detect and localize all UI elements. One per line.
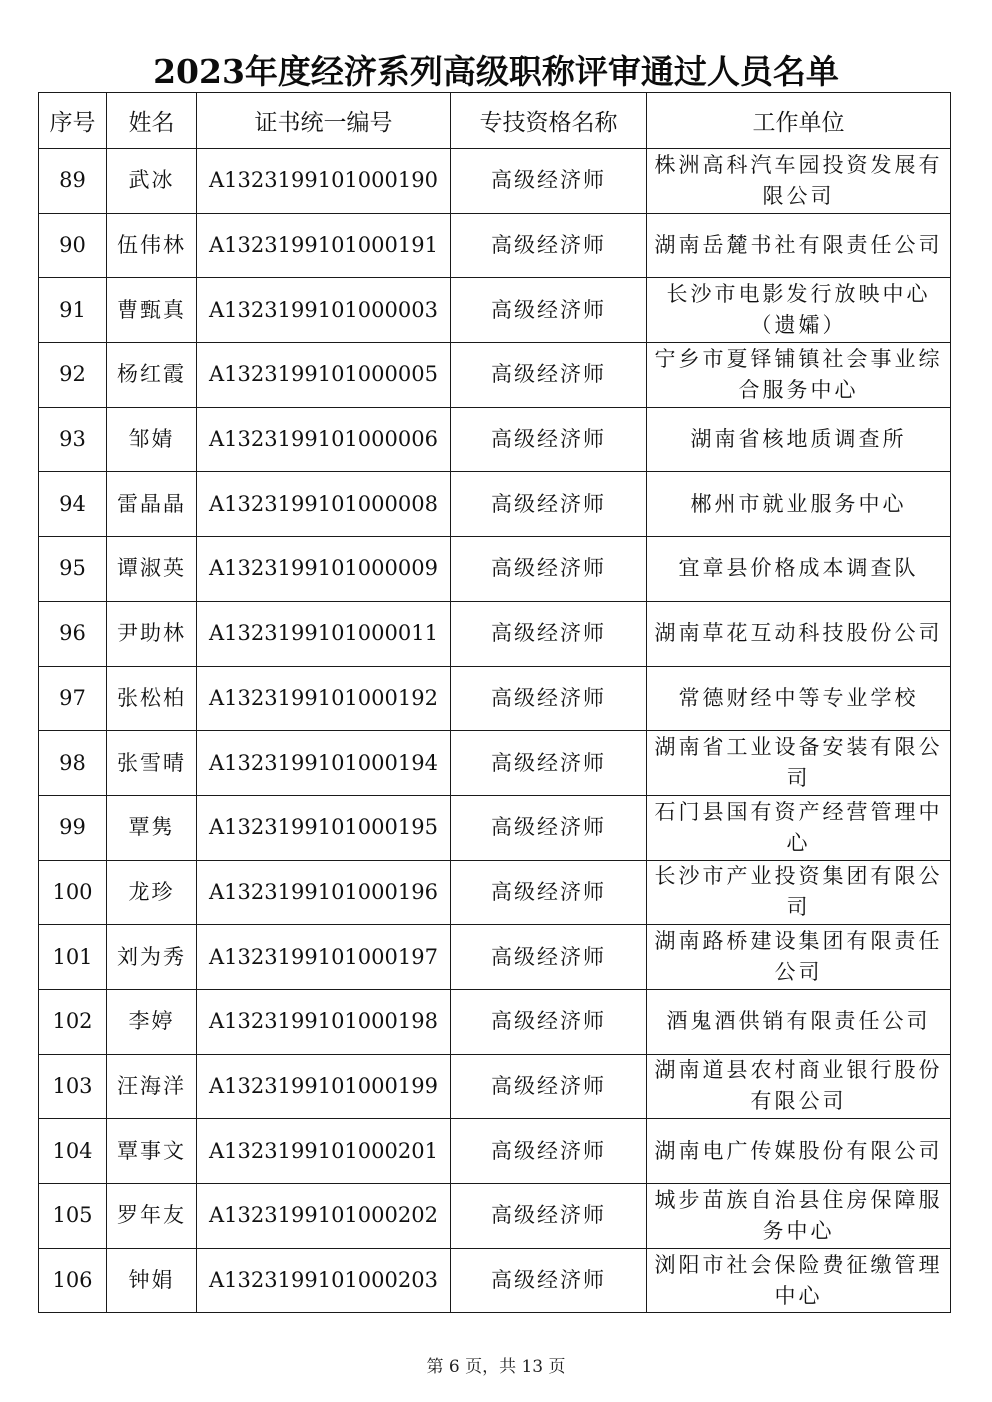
cert-number-cell: A1323199101000003	[197, 278, 451, 343]
work-unit-cell: 宜章县价格成本调查队	[647, 537, 951, 602]
cert-number-cell: A1323199101000005	[197, 343, 451, 408]
work-unit-cell: 常德财经中等专业学校	[647, 666, 951, 731]
table-row	[39, 343, 951, 408]
name-cell: 武冰	[107, 149, 197, 214]
table-row	[39, 537, 951, 602]
name-cell: 钟娟	[107, 1248, 197, 1313]
seq-cell: 104	[39, 1119, 107, 1184]
name-cell: 龙珍	[107, 860, 197, 925]
table-row	[39, 666, 951, 731]
name-cell: 刘为秀	[107, 925, 197, 990]
table-row	[39, 1248, 951, 1313]
seq-cell: 89	[39, 149, 107, 214]
work-unit-cell: 酒鬼酒供销有限责任公司	[647, 989, 951, 1054]
name-cell: 张松柏	[107, 666, 197, 731]
seq-cell: 94	[39, 472, 107, 537]
qualification-cell: 高级经济师	[451, 1248, 647, 1313]
qualification-cell: 高级经济师	[451, 989, 647, 1054]
cert-number-cell: A1323199101000195	[197, 795, 451, 860]
cert-number-cell: A1323199101000199	[197, 1054, 451, 1119]
table-row	[39, 407, 951, 472]
table-row	[39, 472, 951, 537]
seq-cell: 102	[39, 989, 107, 1054]
cert-number-cell: A1323199101000201	[197, 1119, 451, 1184]
cert-number-cell: A1323199101000190	[197, 149, 451, 214]
cert-number-cell: A1323199101000011	[197, 601, 451, 666]
qualification-cell: 高级经济师	[451, 795, 647, 860]
table-row	[39, 1054, 951, 1119]
qualification-cell: 高级经济师	[451, 149, 647, 214]
seq-cell: 105	[39, 1184, 107, 1249]
work-unit-cell: 湖南电广传媒股份有限公司	[647, 1119, 951, 1184]
name-cell: 曹甄真	[107, 278, 197, 343]
table-row	[39, 860, 951, 925]
qualification-cell: 高级经济师	[451, 925, 647, 990]
work-unit-cell: 湖南省核地质调查所	[647, 407, 951, 472]
roster-table	[38, 92, 951, 1313]
table-row	[39, 1119, 951, 1184]
header-unit: 工作单位	[647, 93, 951, 149]
cert-number-cell: A1323199101000198	[197, 989, 451, 1054]
qualification-cell: 高级经济师	[451, 472, 647, 537]
cert-number-cell: A1323199101000006	[197, 407, 451, 472]
name-cell: 李婷	[107, 989, 197, 1054]
qualification-cell: 高级经济师	[451, 278, 647, 343]
work-unit-cell: 湖南路桥建设集团有限责任公司	[647, 925, 951, 990]
name-cell: 邹婧	[107, 407, 197, 472]
name-cell: 汪海洋	[107, 1054, 197, 1119]
work-unit-cell: 株洲高科汽车园投资发展有限公司	[647, 149, 951, 214]
name-cell: 杨红霞	[107, 343, 197, 408]
work-unit-cell: 长沙市产业投资集团有限公司	[647, 860, 951, 925]
qualification-cell: 高级经济师	[451, 407, 647, 472]
table-row	[39, 925, 951, 990]
table-row	[39, 731, 951, 796]
name-cell: 尹助林	[107, 601, 197, 666]
name-cell: 覃隽	[107, 795, 197, 860]
work-unit-cell: 湖南省工业设备安装有限公司	[647, 731, 951, 796]
table-row	[39, 213, 951, 278]
work-unit-cell: 长沙市电影发行放映中心（遗孀）	[647, 278, 951, 343]
qualification-cell: 高级经济师	[451, 1184, 647, 1249]
cert-number-cell: A1323199101000191	[197, 213, 451, 278]
work-unit-cell: 石门县国有资产经营管理中心	[647, 795, 951, 860]
page-title: 2023年度经济系列高级职称评审通过人员名单	[153, 52, 839, 91]
table-row	[39, 989, 951, 1054]
name-cell: 覃事文	[107, 1119, 197, 1184]
seq-cell: 91	[39, 278, 107, 343]
seq-cell: 95	[39, 537, 107, 602]
page-footer: 第 6 页，共 13 页	[426, 1357, 566, 1377]
qualification-cell: 高级经济师	[451, 1119, 647, 1184]
cert-number-cell: A1323199101000009	[197, 537, 451, 602]
qualification-cell: 高级经济师	[451, 343, 647, 408]
qualification-cell: 高级经济师	[451, 1054, 647, 1119]
name-cell: 罗年友	[107, 1184, 197, 1249]
table-row	[39, 1184, 951, 1249]
header-cert: 证书统一编号	[197, 93, 451, 149]
qualification-cell: 高级经济师	[451, 601, 647, 666]
qualification-cell: 高级经济师	[451, 731, 647, 796]
qualification-cell: 高级经济师	[451, 666, 647, 731]
work-unit-cell: 浏阳市社会保险费征缴管理中心	[647, 1248, 951, 1313]
header-seq: 序号	[39, 93, 107, 149]
table-row	[39, 795, 951, 860]
work-unit-cell: 城步苗族自治县住房保障服务中心	[647, 1184, 951, 1249]
seq-cell: 92	[39, 343, 107, 408]
table-body	[39, 149, 951, 1313]
seq-cell: 90	[39, 213, 107, 278]
table-row	[39, 278, 951, 343]
cert-number-cell: A1323199101000203	[197, 1248, 451, 1313]
qualification-cell: 高级经济师	[451, 860, 647, 925]
name-cell: 伍伟林	[107, 213, 197, 278]
qualification-cell: 高级经济师	[451, 213, 647, 278]
name-cell: 张雪晴	[107, 731, 197, 796]
table-row	[39, 149, 951, 214]
cert-number-cell: A1323199101000197	[197, 925, 451, 990]
work-unit-cell: 湖南岳麓书社有限责任公司	[647, 213, 951, 278]
cert-number-cell: A1323199101000194	[197, 731, 451, 796]
seq-cell: 93	[39, 407, 107, 472]
name-cell: 雷晶晶	[107, 472, 197, 537]
table-header-row	[39, 93, 951, 149]
header-name: 姓名	[107, 93, 197, 149]
header-qual: 专技资格名称	[451, 93, 647, 149]
cert-number-cell: A1323199101000202	[197, 1184, 451, 1249]
work-unit-cell: 湖南草花互动科技股份公司	[647, 601, 951, 666]
seq-cell: 101	[39, 925, 107, 990]
name-cell: 谭淑英	[107, 537, 197, 602]
seq-cell: 97	[39, 666, 107, 731]
seq-cell: 106	[39, 1248, 107, 1313]
qualification-cell: 高级经济师	[451, 537, 647, 602]
work-unit-cell: 宁乡市夏铎铺镇社会事业综合服务中心	[647, 343, 951, 408]
work-unit-cell: 湖南道县农村商业银行股份有限公司	[647, 1054, 951, 1119]
seq-cell: 99	[39, 795, 107, 860]
seq-cell: 100	[39, 860, 107, 925]
work-unit-cell: 郴州市就业服务中心	[647, 472, 951, 537]
seq-cell: 103	[39, 1054, 107, 1119]
cert-number-cell: A1323199101000196	[197, 860, 451, 925]
seq-cell: 98	[39, 731, 107, 796]
table-row	[39, 601, 951, 666]
cert-number-cell: A1323199101000008	[197, 472, 451, 537]
cert-number-cell: A1323199101000192	[197, 666, 451, 731]
seq-cell: 96	[39, 601, 107, 666]
